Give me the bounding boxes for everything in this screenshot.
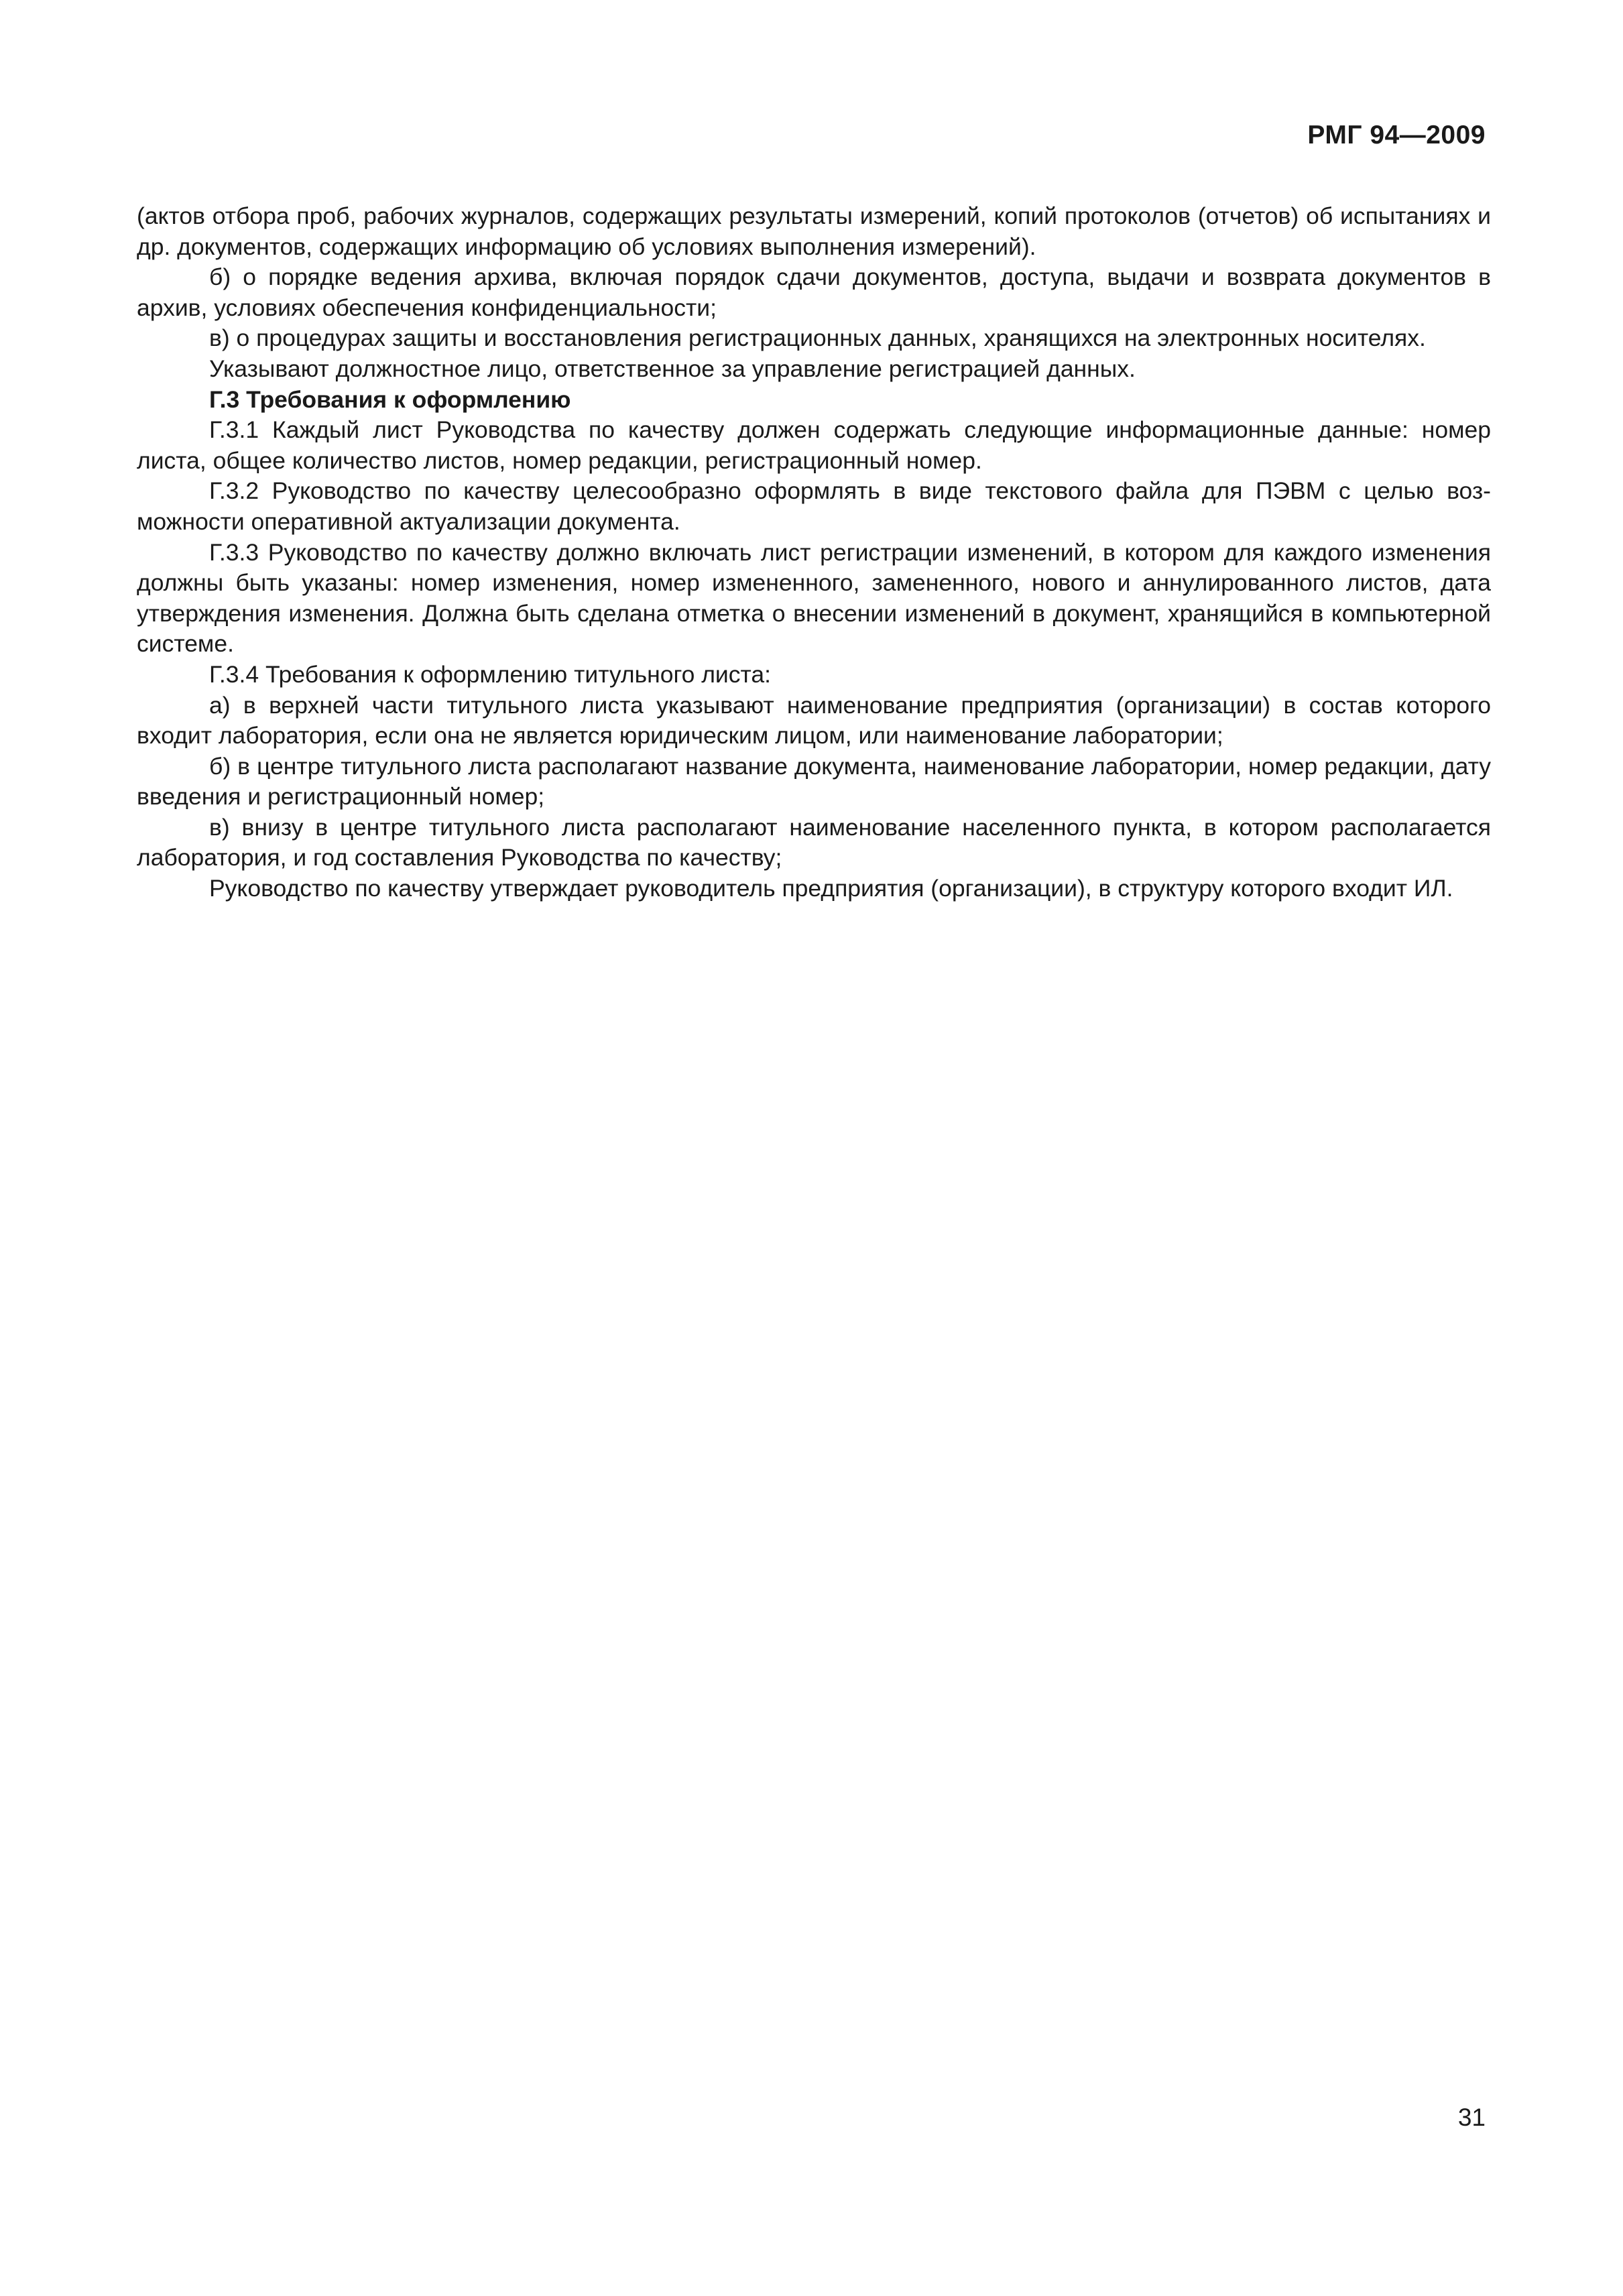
paragraph-approval: Руководство по качеству утверждает руководитель предприятия (организации), в структуру которого входит ИЛ.	[209, 875, 1453, 902]
paragraph-g3-3: Г.3.3 Руководство по качеству должно включать лист регистрации изменений, в котором для каждого изменения должны быть указаны: номер изменения, номер измененного, замененного, нового и аннулированного листов, дата утверждения изменения. Должна быть сделана отметка о внесении изменений в документ, хранящийся в компьютерной системе.	[137, 538, 1491, 658]
document-body	[137, 201, 1491, 904]
paragraph-g3-1: Г.3.1 Каждый лист Руководства по качеству должен содержать следующие информационные данные: номер листа, общее количество листов, номер редакции, регистрационный номер.	[137, 416, 1491, 474]
paragraph-continuation: (актов отбора проб, рабочих журналов, содержащих результаты измерений, копий протоколов (отчетов) об испытаниях и др. документов, содержащих информацию об условиях выполнения измерений).	[137, 202, 1491, 260]
paragraph-archive-order: б) о порядке ведения архива, включая порядок сдачи документов, доступа, выдачи и возврата документов в архив, условиях обеспечения конфиденциальности;	[137, 263, 1491, 321]
document-code-header: РМГ 94—2009	[1307, 121, 1486, 149]
paragraph-title-center: б) в центре титульного листа располагают название документа, наименование лаборатории, номер редакции, дату введения и регистрационный номер;	[137, 752, 1491, 810]
paragraph-g3-4: Г.3.4 Требования к оформлению титульного листа:	[209, 660, 771, 688]
paragraph-data-protection: в) о процедурах защиты и восстановления регистрационных данных, хранящихся на электронных носителях.	[209, 324, 1426, 352]
page-number: 31	[1457, 2104, 1486, 2131]
paragraph-title-top: а) в верхней части титульного листа указывают наименование предприятия (организации) в состав которого входит лаборатория, если она не является юридическим лицом, или наименование лаборатории;	[137, 691, 1491, 749]
paragraph-title-bottom: в) внизу в центре титульного листа располагают наименование населенного пункта, в котором располагается лаборатория, и год составления Руководства по качеству;	[137, 813, 1491, 871]
paragraph-g3-2: Г.3.2 Руководство по качеству целесообразно оформлять в виде текстового файла для ПЭВМ с целью возможности оперативной актуализации документа.	[137, 477, 1491, 535]
paragraph-responsible-person: Указывают должностное лицо, ответственное за управление регистрацией данных.	[209, 355, 1136, 382]
section-heading-g3: Г.3 Требования к оформлению	[209, 385, 571, 413]
